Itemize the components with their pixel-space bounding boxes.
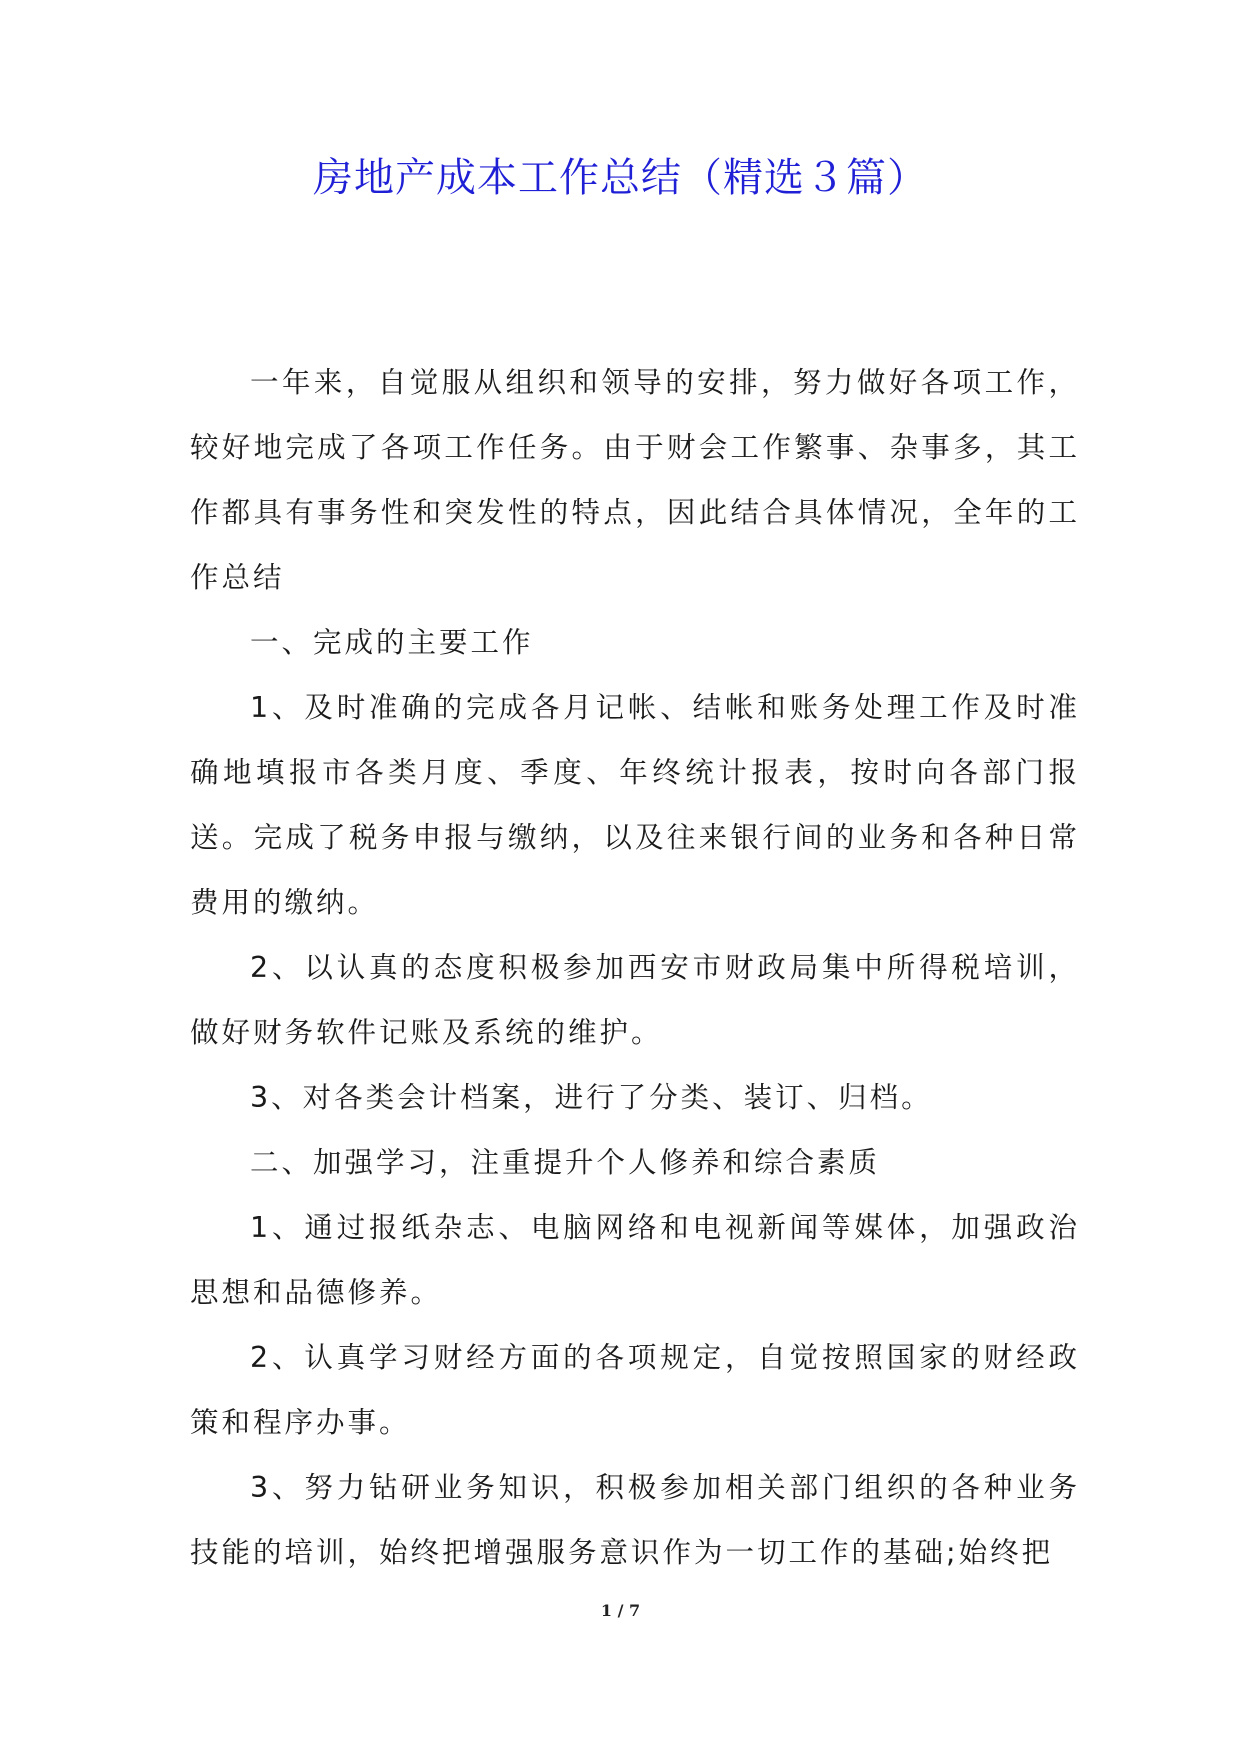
paragraph-item: 1、及时准确的完成各月记帐、结帐和账务处理工作及时准确地填报市各类月度、季度、年终统计报表，按时向各部门报送。完成了税务申报与缴纳，以及往来银行间的业务和各种日常费用的缴纳。 [190, 691, 1080, 919]
page-number: 1 / 7 [600, 1601, 641, 1620]
paragraph-item: 2、认真学习财经方面的各项规定，自觉按照国家的财经政策和程序办事。 [190, 1341, 1080, 1439]
paragraph-item: 1、通过报纸杂志、电脑网络和电视新闻等媒体，加强政治思想和品德修养。 [190, 1211, 1080, 1309]
paragraph-item: 3、努力钻研业务知识，积极参加相关部门组织的各种业务技能的培训，始终把增强服务意识作为一切工作的基础;始终把 [190, 1471, 1080, 1569]
document-title: 房地产成本工作总结（精选３篇） [313, 155, 928, 201]
section-heading-2: 二、加强学习，注重提升个人修养和综合素质 [250, 1146, 881, 1179]
paragraph-item: 3、对各类会计档案，进行了分类、装订、归档。 [250, 1081, 933, 1114]
section-heading-1: 一、完成的主要工作 [250, 626, 534, 659]
document-body [190, 350, 1080, 1585]
paragraph-item: 2、以认真的态度积极参加西安市财政局集中所得税培训，做好财务软件记账及系统的维护。 [190, 951, 1080, 1049]
paragraph-intro: 一年来，自觉服从组织和领导的安排，努力做好各项工作，较好地完成了各项工作任务。由于财会工作繁事、杂事多，其工作都具有事务性和突发性的特点，因此结合具体情况，全年的工作总结 [190, 366, 1080, 594]
